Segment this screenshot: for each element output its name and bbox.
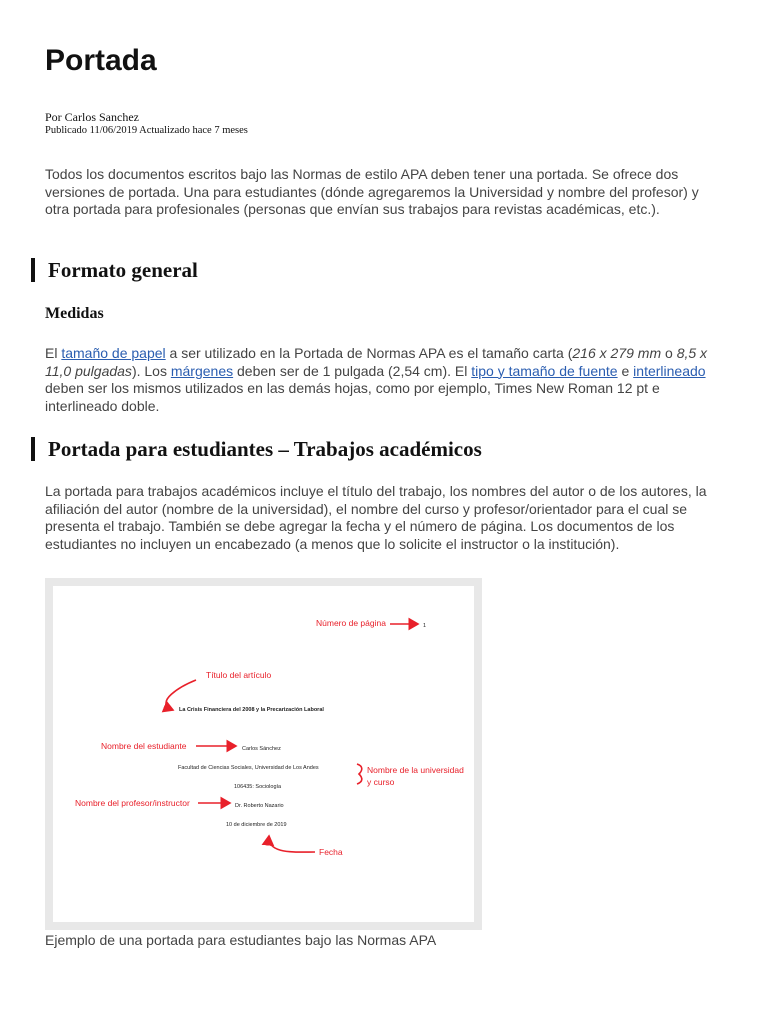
figure-student-cover <box>45 578 482 930</box>
paper-size-mm: 216 x 279 mm <box>572 345 662 361</box>
text-segment: El <box>45 345 62 361</box>
annotation-date: Fecha <box>319 847 343 857</box>
link-tipo-tamano-fuente[interactable]: tipo y tamaño de fuente <box>471 362 618 379</box>
heading-formato-general: Formato general <box>31 258 198 282</box>
text-segment: ). Los <box>131 362 171 379</box>
link-interlineado[interactable]: interlineado <box>633 362 706 379</box>
paper-size-inches: 8,5 x 11,0 pulgadas <box>45 345 708 379</box>
medidas-paragraph <box>45 345 725 415</box>
sample-page-number: 1 <box>423 623 427 629</box>
text-segment: e <box>617 362 634 379</box>
link-margenes[interactable]: márgenes <box>170 362 234 379</box>
annotation-page-number: Número de página <box>316 618 386 628</box>
annotation-professor: Nombre del profesor/instructor <box>75 798 190 808</box>
page-title: Portada <box>45 44 157 77</box>
annotation-university-line2: y curso <box>367 777 395 787</box>
annotation-title: Título del artículo <box>206 670 272 680</box>
figure-page <box>53 586 474 922</box>
text-segment: deben ser de 1 pulgada (2,54 cm). El <box>233 362 472 379</box>
annotation-student: Nombre del estudiante <box>101 741 187 751</box>
text-segment: a ser utilizado en la Portada de Normas APA es el tamaño carta ( <box>165 345 573 361</box>
sample-date: 10 de diciembre de 2019 <box>226 822 287 828</box>
arrow-date <box>269 836 315 852</box>
sample-course: 106435: Sociología <box>234 784 282 790</box>
arrow-title <box>166 680 196 710</box>
estudiantes-paragraph: La portada para trabajos académicos incluye el título del trabajo, los nombres del autor o de los autores, la afiliación del autor (nombre de la universidad), el nombre del curso y profesor/orientador para el cual se presenta el trabajo. También se debe agregar la fecha y el número de página. Los documentos de los estudiantes no incluyen un encabezado (a menos que lo solicite el instructor o la institución). <box>45 483 707 552</box>
text-segment: o <box>661 345 677 361</box>
heading-portada-estudiantes: Portada para estudiantes – Trabajos académicos <box>31 437 482 461</box>
text-segment: deben ser los mismos utilizados en las demás hojas, como por ejemplo, Times New Roman 12 pt e interlineado doble. <box>45 380 660 414</box>
author-line: Por Carlos Sanchez <box>45 110 139 124</box>
intro-paragraph: Todos los documentos escritos bajo las Normas de estilo APA deben tener una portada. Se ofrece dos versiones de portada. Una para estudiantes (dónde agregaremos la Universidad y nombre del profesor) y otra portada para profesionales (personas que envían sus trabajos para revistas académicas, etc.). <box>45 166 699 217</box>
byline <box>45 110 248 138</box>
annotation-university-line1: Nombre de la universidad <box>367 765 464 775</box>
sample-title: La Crisis Financiera del 2008 y la Precarización Laboral <box>179 707 324 713</box>
sample-faculty: Facultad de Ciencias Sociales, Universidad de Los Andes <box>178 765 319 771</box>
annotated-cover-diagram <box>53 586 474 922</box>
sample-professor: Dr. Roberto Nazario <box>235 803 284 809</box>
sample-student: Carlos Sánchez <box>242 746 281 752</box>
brace-university <box>357 764 362 784</box>
figure-caption: Ejemplo de una portada para estudiantes bajo las Normas APA <box>45 932 437 948</box>
link-tamano-papel[interactable]: tamaño de papel <box>61 345 166 361</box>
publish-meta: Publicado 11/06/2019 Actualizado hace 7 meses <box>45 125 248 136</box>
heading-medidas: Medidas <box>45 305 104 322</box>
